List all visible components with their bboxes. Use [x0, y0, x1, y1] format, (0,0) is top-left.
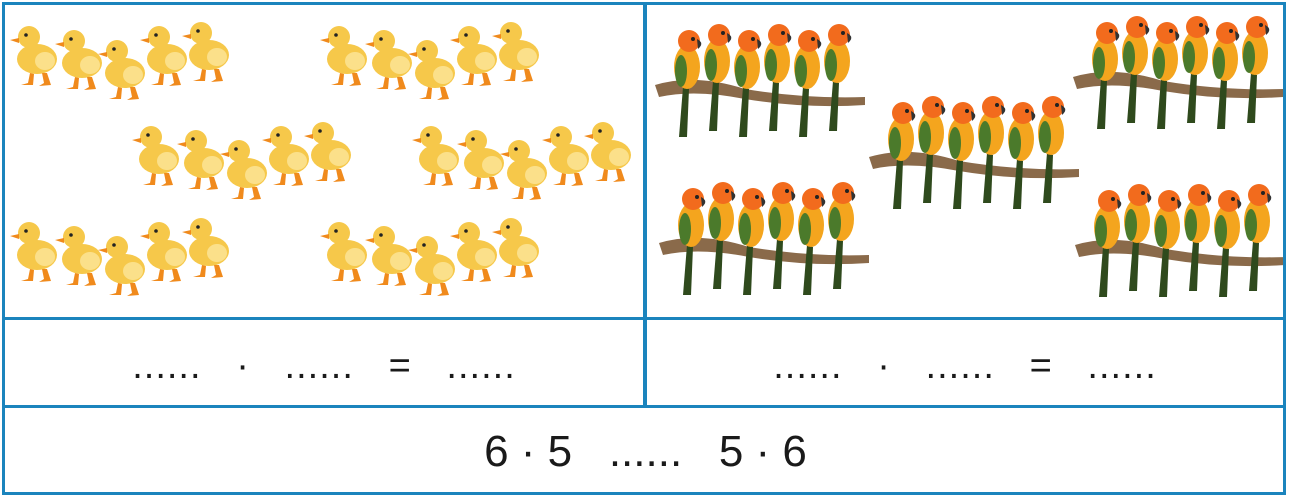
duckling-group: [320, 22, 539, 100]
duckling-icon: [10, 222, 57, 282]
parrot-icon: [794, 30, 821, 137]
duckling-icon: [55, 30, 102, 90]
duckling-icon: [262, 126, 309, 186]
duckling-icon: [320, 26, 367, 86]
parrot-icon: [828, 182, 855, 289]
comparison-expression[interactable]: 6 · 5 ...... 5 · 6: [484, 426, 807, 476]
duckling-icon: [584, 122, 631, 182]
parrot-icon: [1242, 16, 1269, 123]
parrot-icon: [1154, 190, 1181, 297]
duckling-icon: [304, 122, 351, 182]
parrot-group: [1075, 184, 1283, 297]
duckling-icon: [98, 40, 145, 100]
row-divider-1: [2, 317, 1286, 320]
duckling-icon: [450, 26, 497, 86]
duckling-icon: [182, 218, 229, 278]
duckling-icon: [365, 226, 412, 286]
parrot-icon: [798, 188, 825, 295]
parrot-icon: [1008, 102, 1035, 209]
duckling-icon: [457, 130, 504, 190]
duckling-group: [320, 218, 539, 296]
duckling-icon: [492, 22, 539, 82]
duckling-icon: [450, 222, 497, 282]
ducklings-picture-cell: [5, 5, 643, 317]
duckling-icon: [492, 218, 539, 278]
parrots-picture-cell: [647, 5, 1283, 317]
parrot-icon: [1124, 184, 1151, 291]
ducklings-multiplication-expression[interactable]: ...... · ...... = ......: [132, 345, 516, 387]
parrot-icon: [734, 30, 761, 137]
parrot-icon: [1184, 184, 1211, 291]
duckling-icon: [10, 26, 57, 86]
parrots-multiplication-expression[interactable]: ...... · ...... = ......: [773, 345, 1157, 387]
parrot-icon: [1152, 22, 1179, 129]
duckling-icon: [542, 126, 589, 186]
parrot-icon: [918, 96, 945, 203]
parrot-group: [659, 182, 869, 295]
duckling-icon: [177, 130, 224, 190]
duckling-icon: [365, 30, 412, 90]
parrot-icon: [824, 24, 851, 131]
parrot-icon: [1212, 22, 1239, 129]
duckling-icon: [408, 236, 455, 296]
parrot-icon: [1038, 96, 1065, 203]
parrot-group: [869, 96, 1079, 209]
duckling-icon: [140, 222, 187, 282]
duckling-icon: [412, 126, 459, 186]
duckling-group: [132, 122, 351, 200]
duckling-icon: [500, 140, 547, 200]
parrot-icon: [764, 24, 791, 131]
parrot-icon: [768, 182, 795, 289]
duckling-icon: [182, 22, 229, 82]
duckling-icon: [220, 140, 267, 200]
parrot-icon: [1214, 190, 1241, 297]
duckling-icon: [55, 226, 102, 286]
parrot-group: [1073, 16, 1283, 129]
parrot-icon: [704, 24, 731, 131]
duckling-icon: [408, 40, 455, 100]
parrot-icon: [1182, 16, 1209, 123]
parrot-icon: [1122, 16, 1149, 123]
ducklings-illustration: [5, 5, 643, 317]
parrot-icon: [738, 188, 765, 295]
parrots-illustration: [647, 5, 1283, 317]
duckling-icon: [132, 126, 179, 186]
parrot-icon: [1244, 184, 1271, 291]
duckling-icon: [320, 222, 367, 282]
duckling-group: [10, 218, 229, 296]
parrot-icon: [708, 182, 735, 289]
duckling-icon: [98, 236, 145, 296]
parrot-group: [655, 24, 865, 137]
duckling-icon: [140, 26, 187, 86]
duckling-group: [412, 122, 631, 200]
duckling-group: [10, 22, 229, 100]
parrot-icon: [978, 96, 1005, 203]
parrot-icon: [948, 102, 975, 209]
